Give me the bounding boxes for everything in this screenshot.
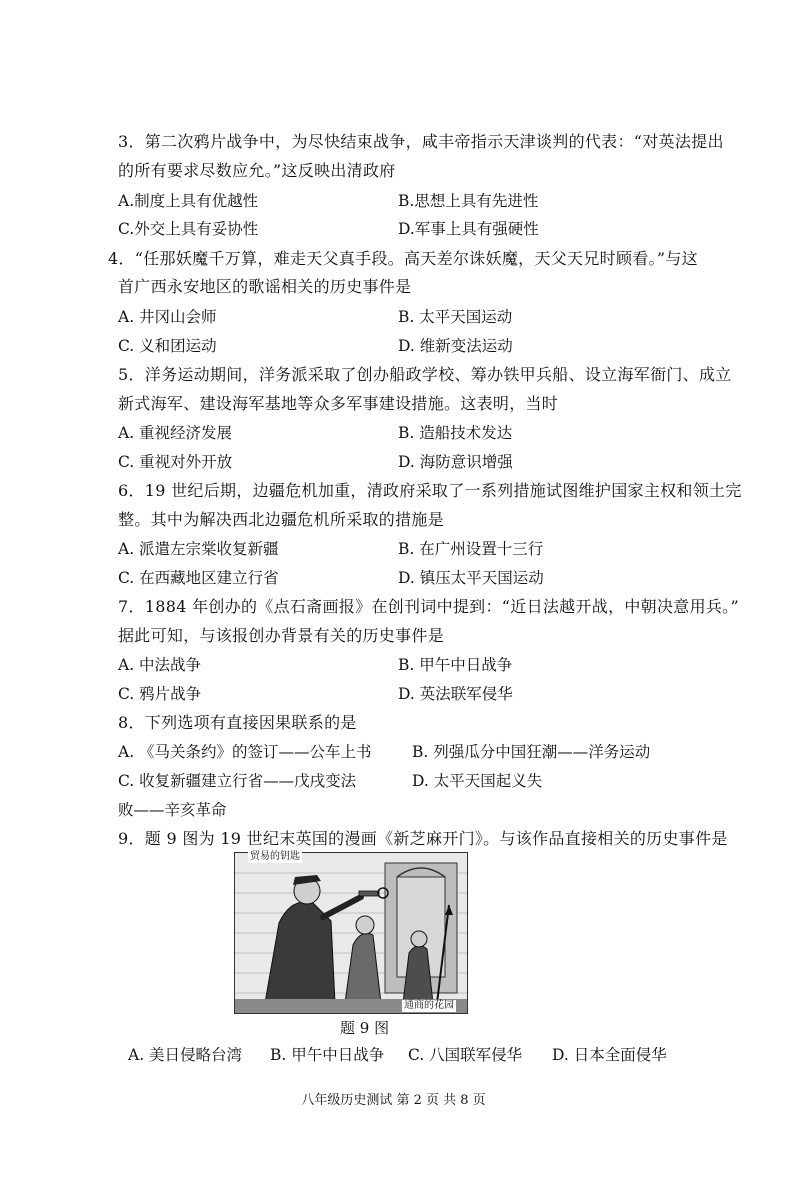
q5-option-c: C. 重视对外开放: [118, 453, 233, 471]
q6-line-2: 整。其中为解决西北边疆危机所采取的措施是: [118, 510, 445, 529]
q3-line-1: 3．第二次鸦片战争中，为尽快结束战争，咸丰帝指示天津谈判的代表：“对英法提出: [118, 132, 724, 151]
q9-option-c: C. 八国联军侵华: [408, 1046, 523, 1064]
q6-option-a: A. 派遣左宗棠收复新疆: [118, 540, 279, 558]
q8-option-d: D. 太平天国起义失: [412, 772, 543, 790]
q4-line-1: 4．“任那妖魔千万算，难走天父真手段。高天差尔诛妖魔，天父天兄时顾看。”与这: [108, 249, 698, 268]
q6-option-c: C. 在西藏地区建立行省: [118, 569, 279, 587]
q7-option-a: A. 中法战争: [118, 656, 202, 674]
q3-option-c: C.外交上具有妥协性: [118, 220, 259, 238]
q7-line-2: 据此可知，与该报创办背景有关的历史事件是: [118, 626, 445, 645]
figure-label-key: 贸易的钥匙: [250, 851, 300, 862]
q4-line-2: 首广西永安地区的歌谣相关的历史事件是: [118, 277, 412, 296]
q5-option-d: D. 海防意识增强: [398, 453, 513, 471]
q3-option-a: A.制度上具有优越性: [118, 192, 259, 210]
q5-line-1: 5．洋务运动期间，洋务派采取了创办船政学校、筹办铁甲兵船、设立海军衙门、成立: [118, 365, 732, 384]
q6-option-b: B. 在广州设置十三行: [398, 540, 544, 558]
cartoon-figure: [234, 852, 468, 1014]
q5-option-a: A. 重视经济发展: [118, 424, 233, 442]
q7-option-d: D. 英法联军侵华: [398, 685, 513, 703]
q3-option-b: B.思想上具有先进性: [398, 192, 539, 210]
q7-option-c: C. 鸦片战争: [118, 685, 202, 703]
q8-option-b: B. 列强瓜分中国狂潮——洋务运动: [412, 743, 651, 761]
q3-option-d: D.军事上具有强硬性: [398, 220, 539, 238]
q4-option-c: C. 义和团运动: [118, 337, 217, 355]
q8-option-d-continuation: 败——辛亥革命: [118, 801, 227, 819]
q8-option-a: A. 《马关条约》的签订——公车上书: [118, 743, 372, 761]
q9-line-1: 9．题 9 图为 19 世纪末英国的漫画《新芝麻开门》。与该作品直接相关的历史事件是: [118, 829, 728, 848]
q9-option-b: B. 甲午中日战争: [270, 1046, 385, 1064]
q9-option-d: D. 日本全面侵华: [552, 1046, 667, 1064]
cartoon-illustration: [235, 853, 467, 1013]
q4-option-b: B. 太平天国运动: [398, 308, 513, 326]
q7-option-b: B. 甲午中日战争: [398, 656, 513, 674]
q6-option-d: D. 镇压太平天国运动: [398, 569, 544, 587]
q5-option-b: B. 造船技术发达: [398, 424, 513, 442]
figure-label-garden: 通商的花园: [404, 1000, 454, 1011]
figure-caption: 题 9 图: [340, 1019, 390, 1037]
q9-option-a: A. 美日侵略台湾: [128, 1046, 243, 1064]
q7-line-1: 7．1884 年创办的《点石斋画报》在创刊词中提到：“近日法越开战，中朝决意用兵。”: [118, 597, 739, 616]
q4-option-a: A. 井冈山会师: [118, 308, 217, 326]
q8-option-c: C. 收复新疆建立行省——戊戌变法: [118, 772, 357, 790]
q6-line-1: 6．19 世纪后期，边疆危机加重，清政府采取了一系列措施试图维护国家主权和领土完: [118, 481, 742, 500]
q3-line-2: 的所有要求尽数应允。”这反映出清政府: [118, 161, 396, 180]
q8-line-1: 8．下列选项有直接因果联系的是: [118, 713, 357, 732]
q5-line-2: 新式海军、建设海军基地等众多军事建设措施。这表明，当时: [118, 394, 559, 413]
page-footer: 八年级历史测试 第 2 页 共 8 页: [301, 1093, 486, 1108]
q4-option-d: D. 维新变法运动: [398, 337, 513, 355]
